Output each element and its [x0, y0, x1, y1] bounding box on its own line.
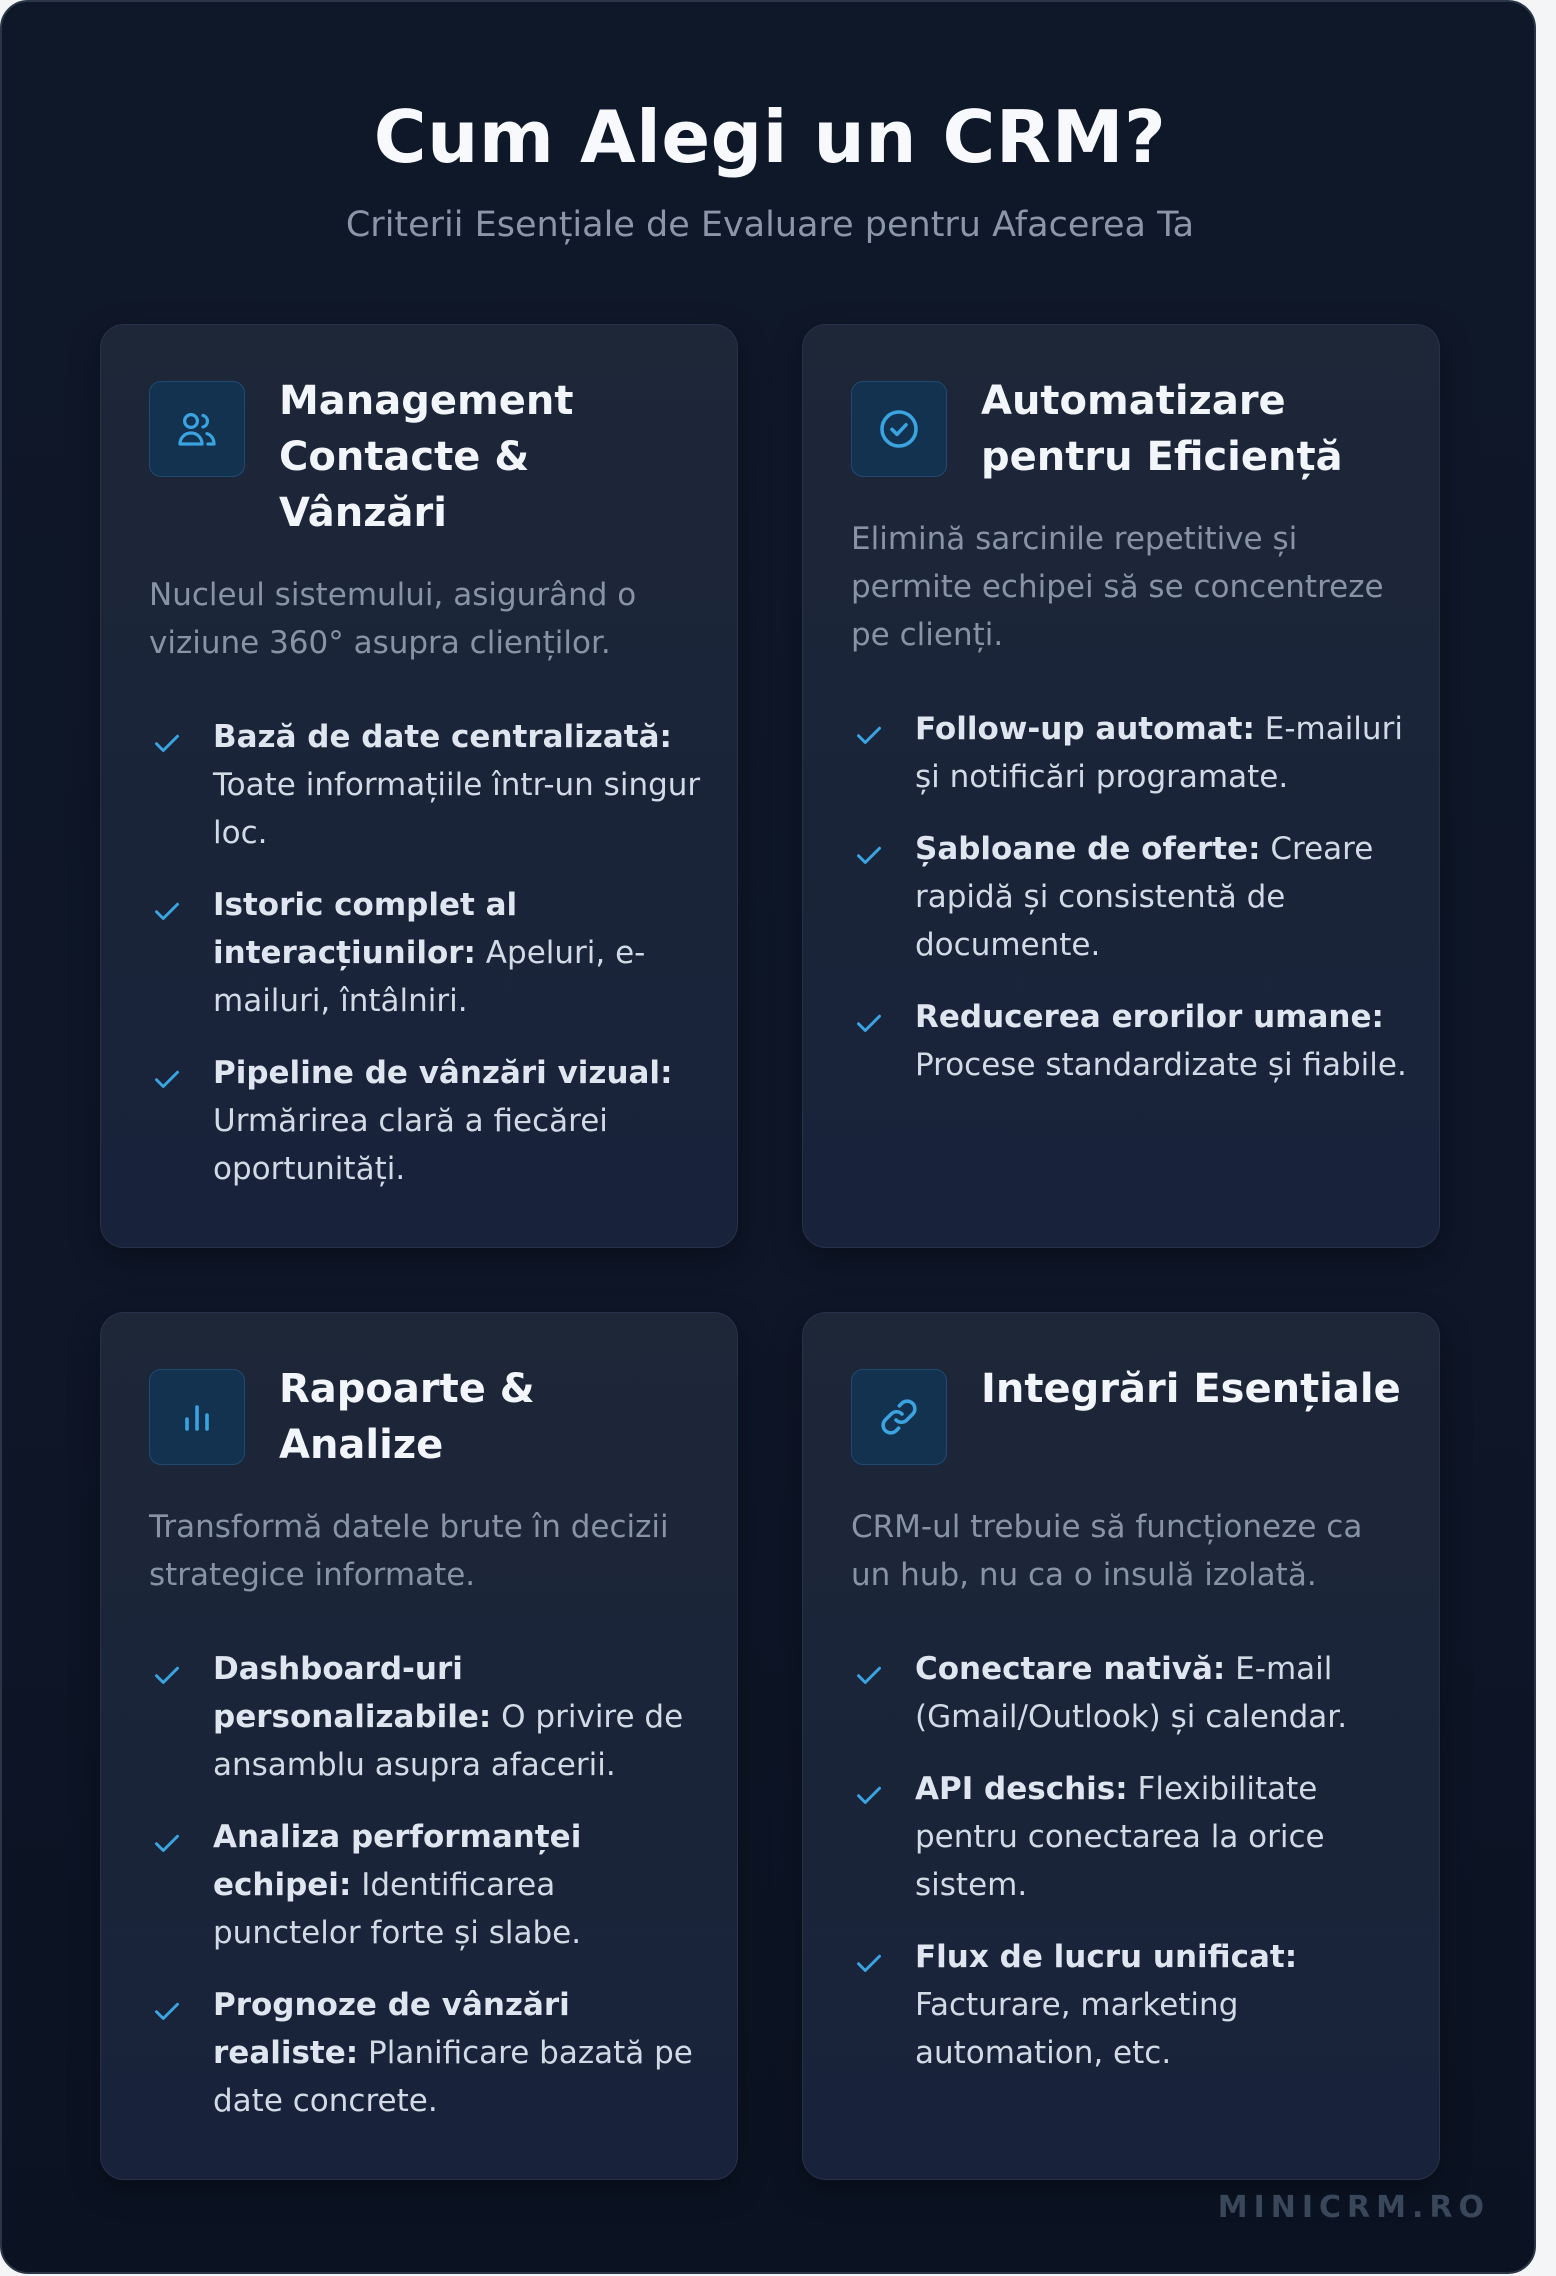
check-icon	[851, 717, 887, 753]
feature-label: Pipeline de vânzări vizual:	[213, 1055, 673, 1091]
list-item	[149, 1049, 709, 1193]
check-icon	[149, 1993, 185, 2029]
feature-text: Procese standardizate și fiabile.	[915, 1047, 1407, 1083]
feature-list	[851, 705, 1411, 1113]
feature-text: Toate informațiile într-un singur loc.	[213, 767, 701, 851]
card-title: Automatizare pentru Eficiență	[981, 378, 1343, 480]
card-description: Elimină sarcinile repetitive și permite echipei să se concentreze pe clienți.	[851, 521, 1384, 653]
brand-watermark: MINICRM.RO	[1217, 2190, 1490, 2225]
feature-list	[851, 1645, 1411, 2101]
check-icon	[149, 1061, 185, 1097]
check-icon	[851, 1945, 887, 1981]
feature-label: Analiza performanței echipei:	[213, 1819, 582, 1903]
feature-text: Flexibilitate pentru conectarea la orice sistem.	[915, 1771, 1325, 1903]
feature-label: Șabloane de oferte:	[915, 831, 1261, 867]
page-title: Cum Alegi un CRM?	[373, 95, 1167, 179]
list-item	[149, 1645, 709, 1789]
bar-chart-icon	[149, 1369, 245, 1465]
check-icon	[149, 1825, 185, 1861]
list-item	[851, 1933, 1411, 2077]
feature-text: Apeluri, e-mailuri, întâlniri.	[213, 935, 646, 1019]
card-title: Management Contacte & Vânzări	[279, 378, 574, 536]
feature-text: Identificarea punctelor forte și slabe.	[213, 1867, 582, 1951]
feature-text: Creare rapidă și consistentă de documente.	[915, 831, 1374, 963]
feature-label: Dashboard-uri personalizabile:	[213, 1651, 492, 1735]
card-integrations	[802, 1312, 1440, 2180]
page-subtitle: Criterii Esențiale de Evaluare pentru Afacerea Ta	[345, 205, 1195, 245]
check-icon	[149, 893, 185, 929]
feature-text: E-mailuri și notificări programate.	[915, 711, 1403, 795]
feature-text: E-mail (Gmail/Outlook) și calendar.	[915, 1651, 1348, 1735]
card-title: Integrări Esențiale	[981, 1366, 1401, 1412]
card-reports	[100, 1312, 738, 2180]
list-item	[851, 993, 1411, 1089]
check-icon	[851, 1005, 887, 1041]
list-item	[149, 881, 709, 1025]
feature-text: O privire de ansamblu asupra afacerii.	[213, 1699, 684, 1783]
check-icon	[149, 1657, 185, 1693]
feature-label: API deschis:	[915, 1771, 1128, 1807]
list-item	[851, 825, 1411, 969]
feature-label: Follow-up automat:	[915, 711, 1255, 747]
feature-label: Bază de date centralizată:	[213, 719, 672, 755]
list-item	[851, 705, 1411, 801]
feature-text: Facturare, marketing automation, etc.	[915, 1987, 1239, 2071]
check-icon	[851, 1777, 887, 1813]
feature-text: Planificare bazată pe date concrete.	[213, 2035, 693, 2119]
users-icon	[149, 381, 245, 477]
card-title: Rapoarte & Analize	[279, 1366, 535, 1468]
card-description: Transformă datele brute în decizii strategice informate.	[149, 1509, 669, 1593]
list-item	[851, 1645, 1411, 1741]
card-description: CRM-ul trebuie să funcționeze ca un hub, nu ca o insulă izolată.	[851, 1509, 1363, 1593]
check-circle-icon	[851, 381, 947, 477]
list-item	[851, 1765, 1411, 1909]
check-icon	[149, 725, 185, 761]
list-item	[149, 713, 709, 857]
feature-label: Flux de lucru unificat:	[915, 1939, 1298, 1975]
check-icon	[851, 1657, 887, 1693]
list-item	[149, 1981, 709, 2125]
feature-list	[149, 1645, 709, 2149]
card-description: Nucleul sistemului, asigurând o viziune 360° asupra clienților.	[149, 577, 637, 661]
feature-list	[149, 713, 709, 1217]
card-contact-management	[100, 324, 738, 1248]
feature-label: Prognoze de vânzări realiste:	[213, 1987, 570, 2071]
feature-label: Conectare nativă:	[915, 1651, 1226, 1687]
list-item	[149, 1813, 709, 1957]
link-icon	[851, 1369, 947, 1465]
feature-label: Reducerea erorilor umane:	[915, 999, 1384, 1035]
feature-text: Urmărirea clară a fiecărei oportunități.	[213, 1103, 608, 1187]
card-automation	[802, 324, 1440, 1248]
feature-label: Istoric complet al interacțiunilor:	[213, 887, 518, 971]
check-icon	[851, 837, 887, 873]
